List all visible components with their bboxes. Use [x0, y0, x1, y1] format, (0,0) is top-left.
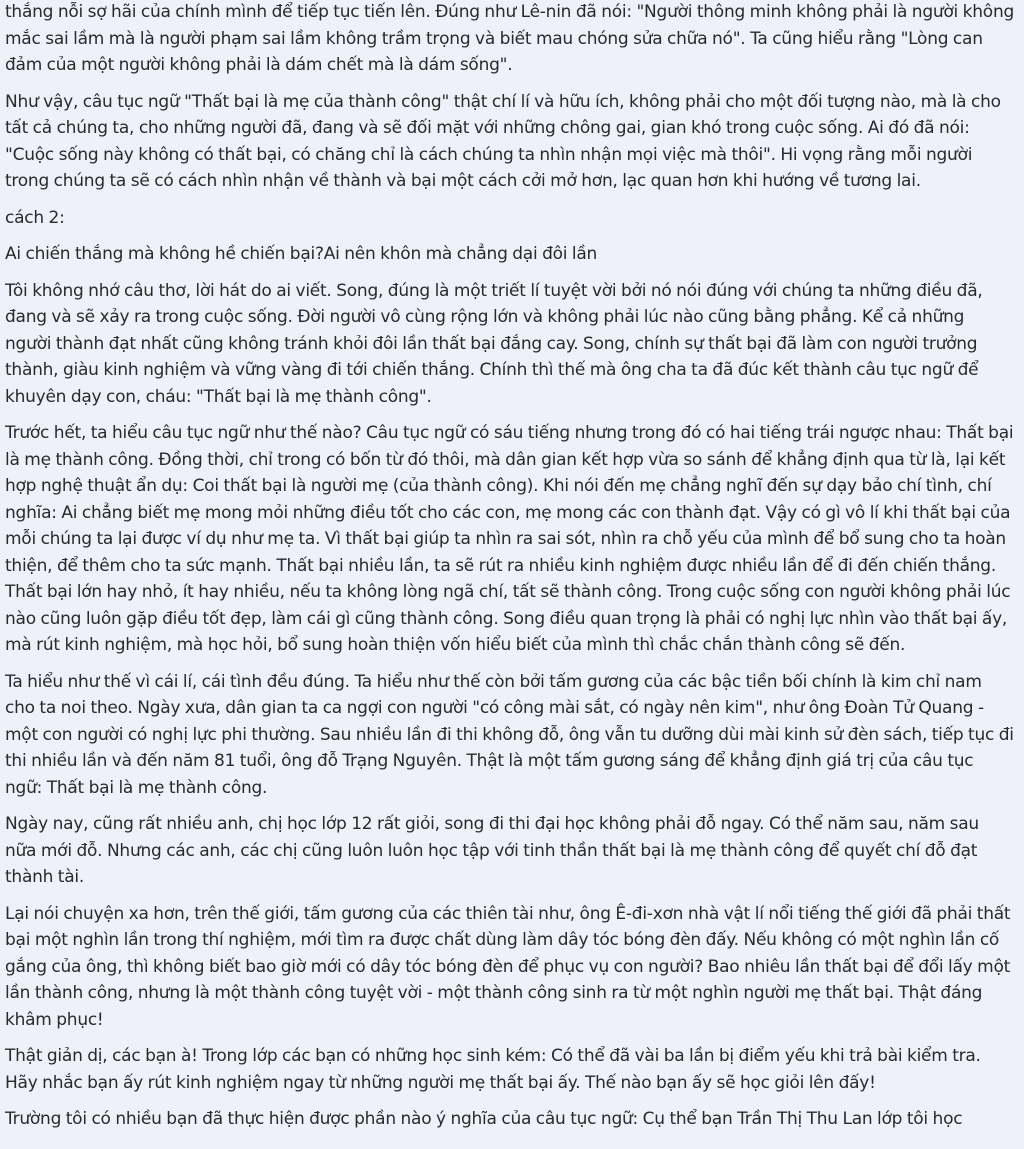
paragraph-conclusion: Như vậy, câu tục ngữ "Thất bại là mẹ của thành công" thật chí lí và hữu ích, không phải cho một đối tượng nào, mà là cho tất cả chúng ta, cho những người đã, đang và sẽ đối mặt với những chông gai, gian khó trong cuộc sống. Ai đó đã nói: "Cuộc sống này không có thất bại, có chăng chỉ là cách chúng ta nhìn nhận mọi việc mà thôi". Hi vọng rằng mỗi người trong chúng ta sẽ có cách nhìn nhận về thành và bại một cách cởi mở hơn, lạc quan hơn khi hướng về tương lai. [5, 91, 1001, 191]
quote-line: Ai chiến thắng mà không hề chiến bại?Ai nên khôn mà chẳng dại đôi lần [5, 244, 598, 264]
paragraph-historical-example: Ta hiểu như thế vì cái lí, cái tình đều đúng. Ta hiểu như thế còn bởi tấm gương của các bậc tiền bối chính là kim chỉ nam cho ta noi theo. Ngày xưa, dân gian ta ca ngợi con người "có công mài sắt, có ngày nên kim", như ông Đoàn Tử Quang - một con người có nghị lực phi thường. Sau nhiều lần đi thi không đỗ, ông vẫn tu dưỡng dùi mài kinh sử đèn sách, tiếp tục đi thi nhiều lần và đến năm 81 tuổi, ông đỗ Trạng Nguyên. Thật là một tấm gương sáng để khẳng định giá trị của câu tục ngữ: Thất bại là mẹ thành công. [5, 671, 1014, 798]
section-heading-cach-2: cách 2: [5, 207, 65, 228]
paragraph-edison-example: Lại nói chuyện xa hơn, trên thế giới, tấm gương của các thiên tài như, ông Ê-đi-xơn nhà vật lí nổi tiếng thế giới đã phải thất bại một nghìn lần trong thí nghiệm, mới tìm ra được chất dùng làm dây tóc bóng đèn đấy. Nếu không có một nghìn lần cố gắng của ông, thì không biết bao giờ mới có dây tóc bóng đèn để phục vụ con người? Bao nhiêu lần thất bại để đổi lấy một lần thành công, nhưng là một thành công tuyệt vời - một thành công sinh ra từ một nghìn người mẹ thất bại. Thật đáng khâm phục! [5, 903, 1011, 1030]
paragraph-school-example: Trường tôi có nhiều bạn đã thực hiện được phần nào ý nghĩa của câu tục ngữ: Cụ thể bạn Trần Thị Thu Lan lớp tôi học [5, 1109, 963, 1129]
paragraph-modern-example: Ngày nay, cũng rất nhiều anh, chị học lớp 12 rất giỏi, song đi thi đại học không phải đỗ ngay. Có thể năm sau, năm sau nữa mới đỗ. Nhưng các anh, các chị cũng luôn luôn học tập với tinh thần thất bại là mẹ thành công để quyết chí đỗ đạt thành tài. [5, 814, 979, 887]
paragraph-intro-continuation: thắng nỗi sợ hãi của chính mình để tiếp tục tiến lên. Đúng như Lê-nin đã nói: "Người thông minh không phải là người không mắc sai lầm mà là người phạm sai lầm không trầm trọng và biết mau chóng sửa chữa nó". Ta cũng hiểu rằng "Lòng can đảm của một người không phải là dám chết mà là dám sống". [5, 2, 1015, 75]
paragraph-explanation: Trước hết, ta hiểu câu tục ngữ như thế nào? Câu tục ngữ có sáu tiếng nhưng trong đó có hai tiếng trái ngược nhau: Thất bại là mẹ thành công. Đồng thời, chỉ trong có bốn từ đó thôi, mà dân gian kết hợp vừa so sánh để khẳng định qua từ là, lại kết hợp nghệ thuật ẩn dụ: Coi thất bại là người mẹ (của thành công). Khi nói đến mẹ chẳng nghĩ đến sự dạy bảo chí tình, chí nghĩa: Ai chẳng biết mẹ mong mỏi những điều tốt cho các con, mẹ mong các con thành đạt. Vậy có gì vô lí khi thất bại của mỗi chúng ta lại được ví dụ như mẹ ta. Vì thất bại giúp ta nhìn ra sai sót, nhìn ra chỗ yếu của mình để bổ sung cho ta hoàn thiện, để thêm cho ta sức mạnh. Thất bại nhiều lần, ta sẽ rút ra nhiều kinh nghiệm được nhiều lần để đi đến chiến thắng. Thất bại lớn hay nhỏ, ít hay nhiều, nếu ta không lòng ngã chí, tất sẽ thành công. Trong cuộc sống con người không phải lúc nào cũng luôn gặp điều tốt đẹp, làm cái gì cũng thành công. Song điều quan trọng là phải có nghị lực nhìn vào thất bại ấy, mà rút kinh nghiệm, mà học hỏi, bổ sung hoàn thiện vốn hiểu biết của mình thì chắc chắn thành công sẽ đến. [5, 423, 1014, 655]
paragraph-classroom-example: Thật giản dị, các bạn à! Trong lớp các bạn có những học sinh kém: Có thể đã vài ba lần bị điểm yếu khi trả bài kiểm tra. Hãy nhắc bạn ấy rút kinh nghiệm ngay từ những người mẹ thất bại ấy. Thế nào bạn ấy sẽ học giỏi lên đấy! [5, 1046, 981, 1093]
paragraph-introduction: Tôi không nhớ câu thơ, lời hát do ai viết. Song, đúng là một triết lí tuyệt vời bởi nó nói đúng với chúng ta những điều đã, đang và sẽ xảy ra trong cuộc sống. Đời người vô cùng rộng lớn và không phải lúc nào cũng bằng phẳng. Kể cả những người thành đạt nhất cũng không tránh khỏi đôi lần thất bại đắng cay. Song, chính sự thất bại đã làm con người trưởng thành, giàu kinh nghiệm và vững vàng đi tới chiến thắng. Chính thì thế mà ông cha ta đã đúc kết thành câu tục ngữ để khuyên dạy con, cháu: "Thất bại là mẹ thành công". [5, 280, 983, 407]
